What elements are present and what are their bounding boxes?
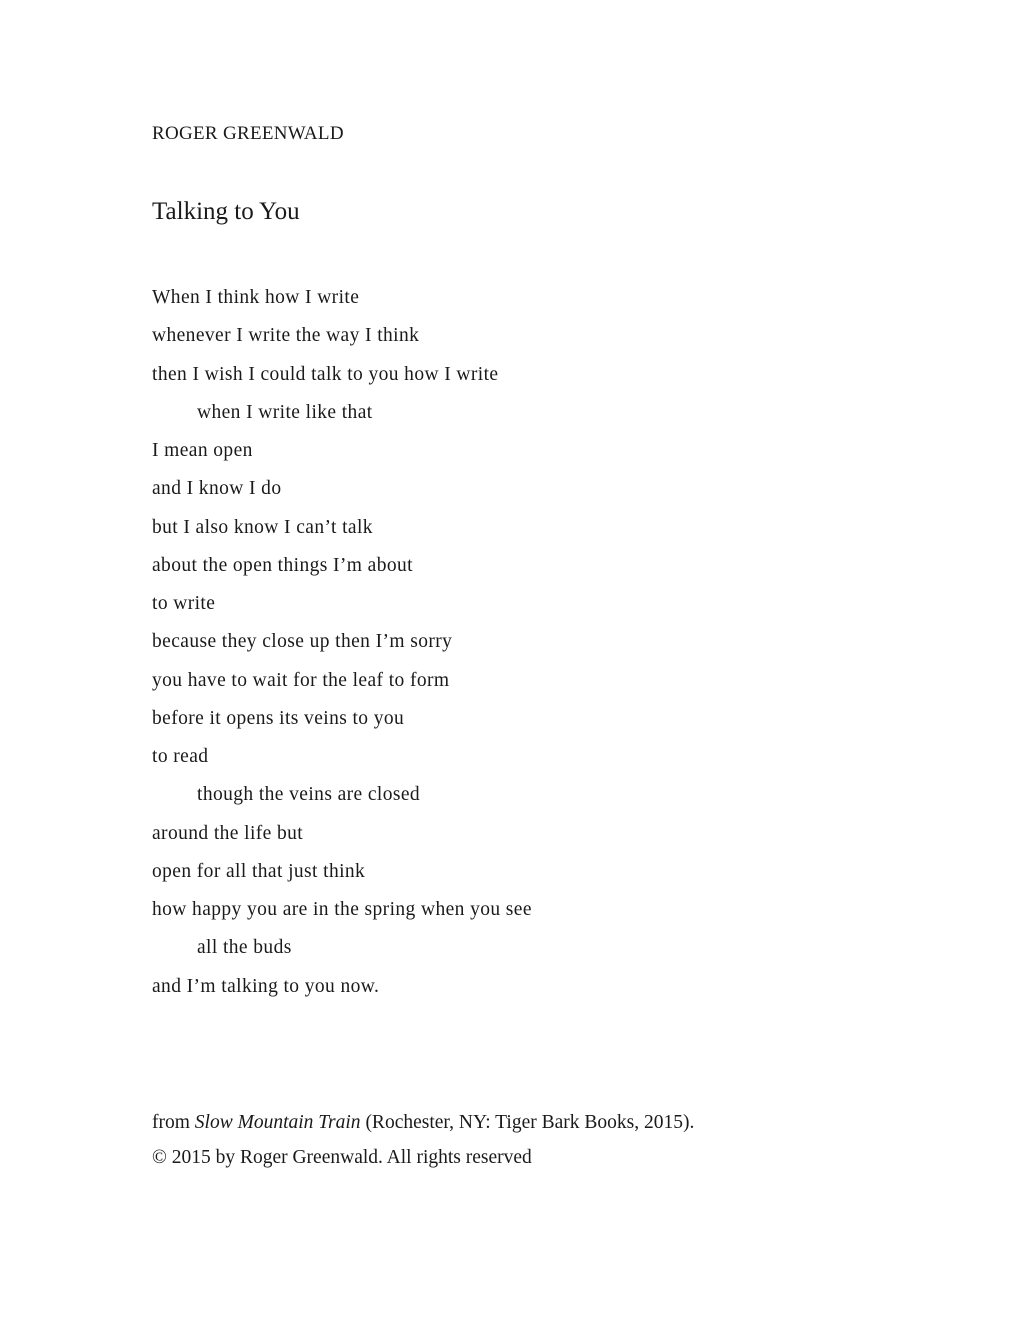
poem-line: all the buds xyxy=(197,937,292,959)
poem-line: to write xyxy=(152,593,216,614)
poem-line: then I wish I could talk to you how I write xyxy=(152,363,499,385)
poem-line: you have to wait for the leaf to form xyxy=(152,669,450,691)
copyright-notice: © 2015 by Roger Greenwald. All rights reserved xyxy=(152,1147,532,1168)
source-prefix: from xyxy=(152,1112,195,1133)
poem-line: and I’m talking to you now. xyxy=(152,975,380,997)
poem-line: and I know I do xyxy=(152,478,282,500)
poem-body xyxy=(152,279,532,1006)
poem-line: When I think how I write xyxy=(152,287,360,308)
poem-line: when I write like that xyxy=(197,401,373,423)
poem-line: to read xyxy=(152,746,209,767)
source-suffix: (Rochester, NY: Tiger Bark Books, 2015). xyxy=(360,1112,695,1133)
poem-line: whenever I write the way I think xyxy=(152,325,420,347)
author-name: ROGER GREENWALD xyxy=(152,123,344,144)
source-book-title: Slow Mountain Train xyxy=(194,1112,361,1133)
poem-line: before it opens its veins to you xyxy=(152,707,405,729)
poem-title: Talking to You xyxy=(152,198,300,225)
poem-line: open for all that just think xyxy=(152,860,366,882)
poem-line: about the open things I’m about xyxy=(152,554,413,576)
poem-line: though the veins are closed xyxy=(197,784,421,806)
poem-line: because they close up then I’m sorry xyxy=(152,631,453,653)
poem-line: around the life but xyxy=(152,822,304,844)
source-citation xyxy=(152,1109,694,1137)
poem-line: but I also know I can’t talk xyxy=(152,516,373,538)
poem-line: I mean open xyxy=(152,440,253,461)
poem-line: how happy you are in the spring when you see xyxy=(152,899,532,920)
